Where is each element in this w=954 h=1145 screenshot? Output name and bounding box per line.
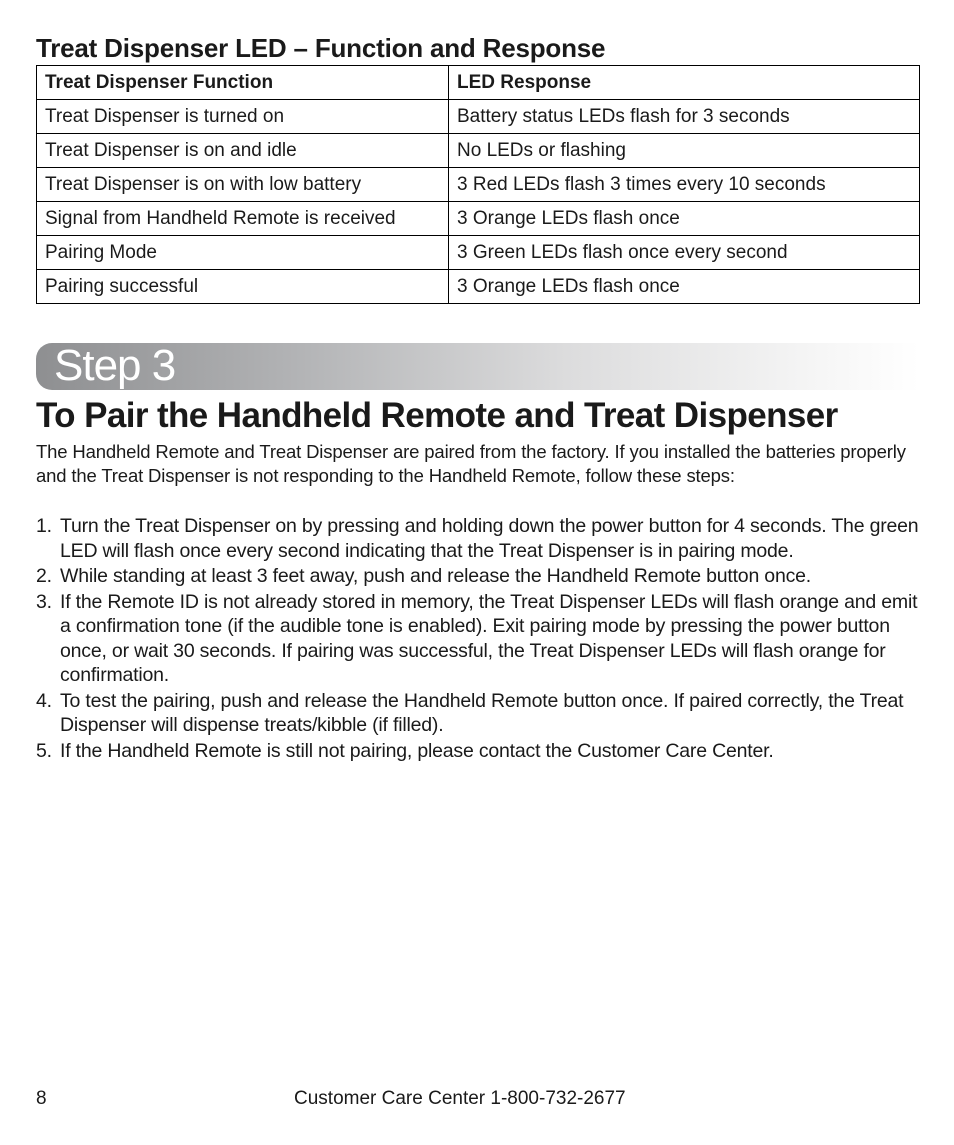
led-response-cell: 3 Red LEDs flash 3 times every 10 seconds [449, 168, 920, 202]
table-row [37, 270, 920, 304]
step-number: 2. [36, 565, 52, 587]
step-number: 1. [36, 515, 52, 537]
table-row [37, 100, 920, 134]
step-text: If the Handheld Remote is still not pairing, please contact the Customer Care Center. [60, 739, 774, 762]
column-header-function: Treat Dispenser Function [37, 66, 449, 100]
step-text: Turn the Treat Dispenser on by pressing and holding down the power button for 4 seconds. The green LED will flash once every second indicating that the Treat Dispenser is in pairing mode. [60, 515, 919, 562]
led-response-cell: Battery status LEDs flash for 3 seconds [449, 100, 920, 134]
function-cell: Treat Dispenser is turned on [37, 100, 449, 134]
function-cell: Treat Dispenser is on with low battery [37, 168, 449, 202]
led-response-cell: No LEDs or flashing [449, 134, 920, 168]
step-number: 4. [36, 689, 52, 712]
list-item [36, 590, 926, 688]
step-label: Step 3 [54, 341, 176, 390]
step-banner [36, 343, 920, 390]
step-text: To test the pairing, push and release the Handheld Remote button once. If paired correctly, the Treat Dispenser will dispense treats/kibble (if filled). [60, 689, 904, 736]
step-text: While standing at least 3 feet away, push and release the Handheld Remote button once. [60, 565, 812, 587]
led-response-cell: 3 Orange LEDs flash once [449, 270, 920, 304]
table-row [37, 202, 920, 236]
list-item [36, 514, 926, 563]
column-header-led-response: LED Response [449, 66, 920, 100]
step-number: 5. [36, 739, 52, 762]
main-title: To Pair the Handheld Remote and Treat Dispenser [36, 396, 838, 435]
led-response-cell: 3 Orange LEDs flash once [449, 202, 920, 236]
led-function-table [36, 65, 920, 304]
list-item [36, 739, 926, 764]
footer-contact: Customer Care Center 1-800-732-2677 [294, 1088, 626, 1109]
led-response-cell: 3 Green LEDs flash once every second [449, 236, 920, 270]
function-cell: Signal from Handheld Remote is received [37, 202, 449, 236]
table-header-row [37, 66, 920, 100]
section-title: Treat Dispenser LED – Function and Response [36, 33, 606, 63]
function-cell: Pairing Mode [37, 236, 449, 270]
step-text: If the Remote ID is not already stored in memory, the Treat Dispenser LEDs will flash orange and emit a confirmation tone (if the audible tone is enabled). Exit pairing mode by pressing the power button once, or wait 30 seconds. If pairing was successful, the Treat Dispenser LEDs will flash orange for confirmation. [60, 590, 918, 686]
table-row [37, 236, 920, 270]
list-item [36, 689, 926, 738]
page-number: 8 [36, 1088, 47, 1109]
table-row [37, 168, 920, 202]
table-row [37, 134, 920, 168]
list-item [36, 564, 926, 589]
function-cell: Pairing successful [37, 270, 449, 304]
function-cell: Treat Dispenser is on and idle [37, 134, 449, 168]
intro-paragraph: The Handheld Remote and Treat Dispenser are paired from the factory. If you installed the batteries properly and the Treat Dispenser is not responding to the Handheld Remote, follow these steps: [36, 441, 906, 486]
step-number: 3. [36, 590, 52, 613]
pairing-steps-list [36, 514, 926, 764]
